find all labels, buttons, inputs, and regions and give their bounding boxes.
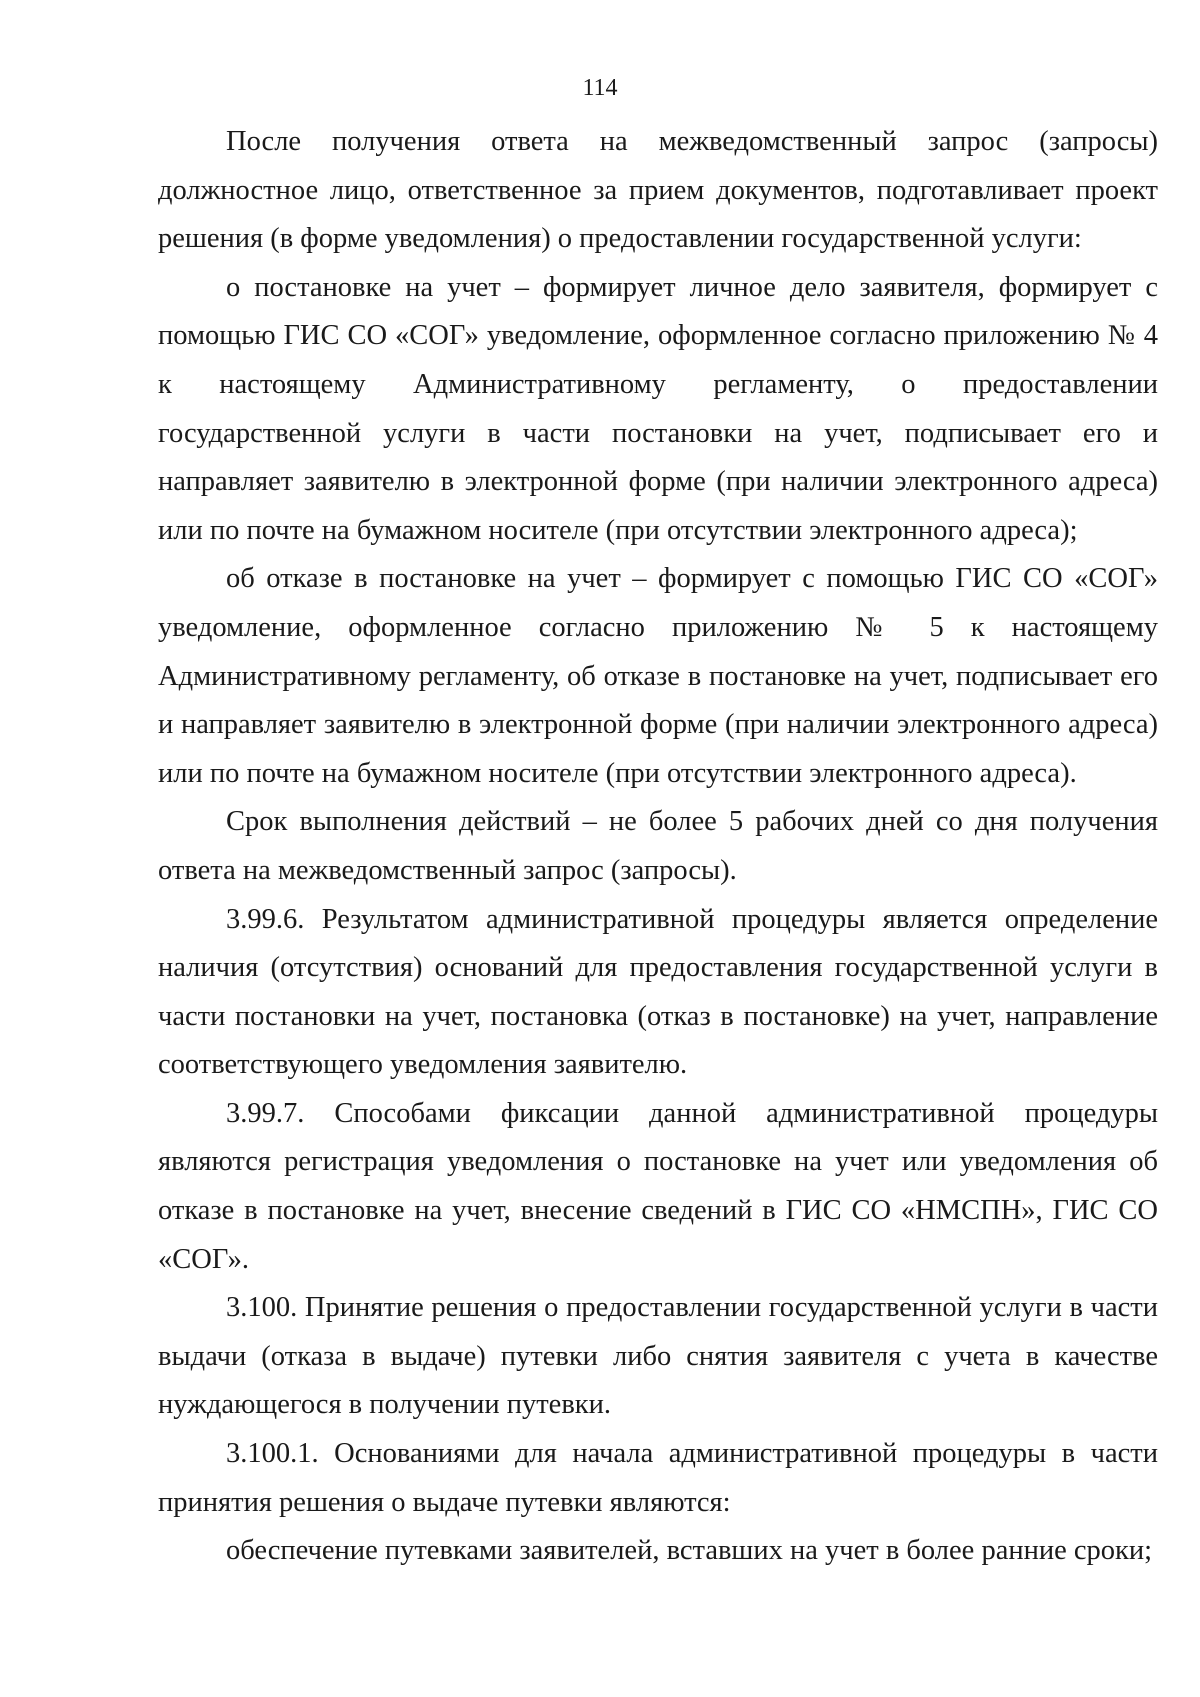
paragraph-3-99-7: 3.99.7. Способами фиксации данной административной процедуры являются регистрация уведомления о постановке на учет или уведомления об отказе в постановке на учет, внесение сведений в ГИС СО «НМСПН», ГИС СО «СОГ».: [158, 1097, 1158, 1275]
paragraph-3-99-6: 3.99.6. Результатом административной процедуры является определение наличия (отсутствия) оснований для предоставления государственной услуги в части постановки на учет, постановка (отказ в постановке) на учет, направление соответствующего уведомления заявителю.: [158, 903, 1158, 1081]
paragraph-3-100-1: 3.100.1. Основаниями для начала административной процедуры в части принятия решения о выдаче путевки являются:: [158, 1438, 1158, 1518]
paragraph-intro: После получения ответа на межведомственный запрос (запросы) должностное лицо, ответственное за прием документов, подготавливает проект решения (в форме уведомления) о предоставлении государственной услуги:: [158, 126, 1158, 255]
paragraph-deadline: Срок выполнения действий – не более 5 рабочих дней со дня получения ответа на межведомственный запрос (запросы).: [158, 806, 1158, 886]
paragraph-vouchers: обеспечение путевками заявителей, вставших на учет в более ранние сроки;: [226, 1535, 1153, 1567]
paragraph-3-100: 3.100. Принятие решения о предоставлении государственной услуги в части выдачи (отказа в выдаче) путевки либо снятия заявителя с учета в качестве нуждающегося в получении путевки.: [158, 1292, 1158, 1421]
document-body: [158, 118, 1158, 1576]
page-number: 114: [582, 75, 618, 101]
paragraph-refusal: об отказе в постановке на учет – формирует с помощью ГИС СО «СОГ» уведомление, оформленное согласно приложению № 5 к настоящему Административному регламенту, об отказе в постановке на учет, подписывает его и направляет заявителю в электронной форме (при наличии электронного адреса) или по почте на бумажном носителе (при отсутствии электронного адреса).: [158, 563, 1158, 789]
paragraph-registration: о постановке на учет – формирует личное дело заявителя, формирует с помощью ГИС СО «СОГ» уведомление, оформленное согласно приложению № 4 к настоящему Административному регламенту, о предоставлении государственной услуги в части постановки на учет, подписывает его и направляет заявителю в электронной форме (при наличии электронного адреса) или по почте на бумажном носителе (при отсутствии электронного адреса);: [158, 271, 1158, 546]
